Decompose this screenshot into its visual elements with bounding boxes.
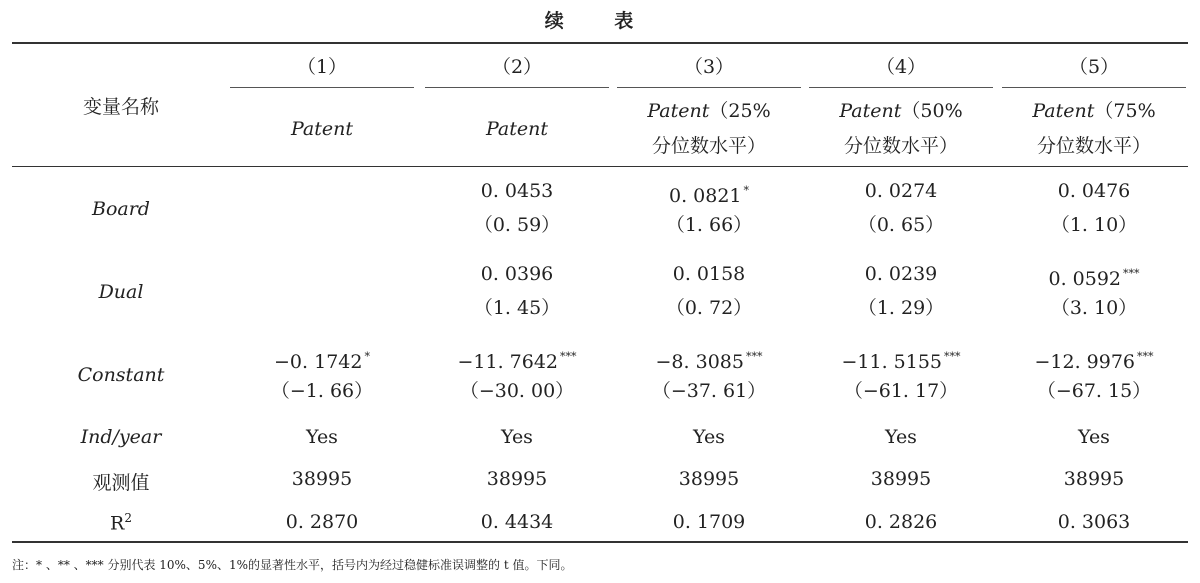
dependent-var-name: Patent (1032, 100, 1095, 122)
bottom-rule (12, 541, 1188, 543)
column-subrule (1002, 87, 1186, 88)
dependent-var-name: Patent (647, 100, 710, 122)
table-note: 注：* 、** 、*** 分别代表 10%、5%、1%的显著性水平，括号内为经过稳健标准误调整的 t 值。下同。 (12, 558, 573, 572)
r-squared-value: 0. 1709 (672, 511, 746, 533)
row-label: Board (92, 198, 150, 220)
coefficient-number: 0. 0821 (668, 185, 742, 207)
t-value: （0. 59） (473, 214, 561, 236)
t-value: （−67. 15） (1036, 380, 1152, 402)
row-label: Dual (98, 281, 144, 303)
t-value: （−37. 61） (651, 380, 767, 402)
column-dependent-var-line2: 分位数水平） (651, 135, 766, 157)
significance-stars: *** (560, 350, 577, 363)
dependent-var-name: Patent (839, 100, 902, 122)
coefficient-value (808, 263, 994, 285)
coefficient-number: 0. 0476 (1057, 180, 1131, 202)
row-label: Constant (77, 364, 165, 386)
column-number: （3） (683, 56, 735, 78)
coefficient-number: 0. 0396 (480, 263, 554, 285)
var-name-label: 变量名称 (82, 96, 159, 118)
coefficient-number: −12. 9976 (1034, 351, 1136, 373)
column-dependent-var-line2: 分位数水平） (843, 135, 958, 157)
coefficient-number: 0. 0592 (1048, 268, 1122, 290)
t-value: （3. 10） (1050, 297, 1138, 319)
dependent-var-quantile: （75% (1094, 100, 1156, 122)
ind-year-value: Yes (885, 426, 917, 448)
significance-stars: * (743, 184, 750, 197)
coefficient-value (808, 346, 994, 373)
ind-year-value: Yes (1078, 426, 1110, 448)
r-squared-superscript: 2 (124, 511, 132, 525)
observations-value: 38995 (486, 468, 548, 490)
coefficient-value (808, 180, 994, 202)
r-squared-value: 0. 4434 (480, 511, 554, 533)
coefficient-number: −8. 3085 (655, 351, 744, 373)
column-subrule (425, 87, 609, 88)
top-rule (12, 42, 1188, 44)
column-subrule (809, 87, 993, 88)
coefficient-number: 0. 0158 (672, 263, 746, 285)
coefficient-value (424, 180, 610, 202)
coefficient-number: −0. 1742 (274, 351, 363, 373)
column-dependent-var (1001, 100, 1187, 122)
column-dependent-var (616, 100, 802, 122)
coefficient-value (1001, 180, 1187, 202)
dependent-var-quantile: （25% (709, 100, 771, 122)
coefficient-value (229, 346, 415, 373)
row-label (12, 511, 230, 534)
observations-value: 38995 (870, 468, 932, 490)
observations-value: 38995 (291, 468, 353, 490)
observations-value: 38995 (1063, 468, 1125, 490)
observations-value: 38995 (678, 468, 740, 490)
t-value: （−30. 00） (459, 380, 575, 402)
dependent-var-name: Patent (290, 118, 353, 140)
t-value: （−1. 66） (270, 380, 374, 402)
coefficient-value (1001, 346, 1187, 373)
t-value: （−61. 17） (843, 380, 959, 402)
column-dependent-var (229, 118, 415, 140)
column-number: （2） (491, 56, 543, 78)
header-rule (12, 166, 1188, 167)
coefficient-number: 0. 0453 (480, 180, 554, 202)
ind-year-value: Yes (501, 426, 533, 448)
coefficient-value (616, 346, 802, 373)
table-title: 续 表 (544, 10, 656, 32)
dependent-var-name: Patent (485, 118, 548, 140)
r-squared-value: 0. 3063 (1057, 511, 1131, 533)
significance-stars: * (364, 350, 370, 363)
coefficient-value (616, 180, 802, 207)
row-label: 观测值 (92, 472, 150, 494)
coefficient-number: −11. 7642 (457, 351, 559, 373)
t-value: （0. 65） (857, 214, 945, 236)
r-squared-value: 0. 2870 (285, 511, 359, 533)
column-subrule (617, 87, 801, 88)
coefficient-number: 0. 0274 (864, 180, 938, 202)
column-number: （4） (875, 56, 927, 78)
column-dependent-var (424, 118, 610, 140)
ind-year-value: Yes (693, 426, 725, 448)
t-value: （1. 45） (473, 297, 561, 319)
t-value: （1. 10） (1050, 214, 1138, 236)
t-value: （1. 29） (857, 297, 945, 319)
column-number: （1） (296, 56, 348, 78)
ind-year-value: Yes (306, 426, 338, 448)
t-value: （0. 72） (665, 297, 753, 319)
coefficient-value (616, 263, 802, 285)
coefficient-value (1001, 263, 1187, 290)
significance-stars: *** (745, 350, 763, 363)
significance-stars: *** (1137, 350, 1154, 363)
r-squared-label: R (110, 512, 125, 535)
column-dependent-var-line2: 分位数水平） (1036, 135, 1151, 157)
coefficient-number: 0. 0239 (864, 263, 938, 285)
r-squared-value: 0. 2826 (864, 511, 938, 533)
significance-stars: *** (1123, 267, 1140, 280)
coefficient-value (424, 263, 610, 285)
row-label: Ind/year (80, 426, 162, 448)
coefficient-value (424, 346, 610, 373)
coefficient-number: −11. 5155 (841, 351, 943, 373)
dependent-var-quantile: （50% (901, 100, 963, 122)
significance-stars: *** (944, 350, 961, 363)
t-value: （1. 66） (665, 214, 753, 236)
column-number: （5） (1068, 56, 1120, 78)
column-dependent-var (808, 100, 994, 122)
column-subrule (230, 87, 414, 88)
